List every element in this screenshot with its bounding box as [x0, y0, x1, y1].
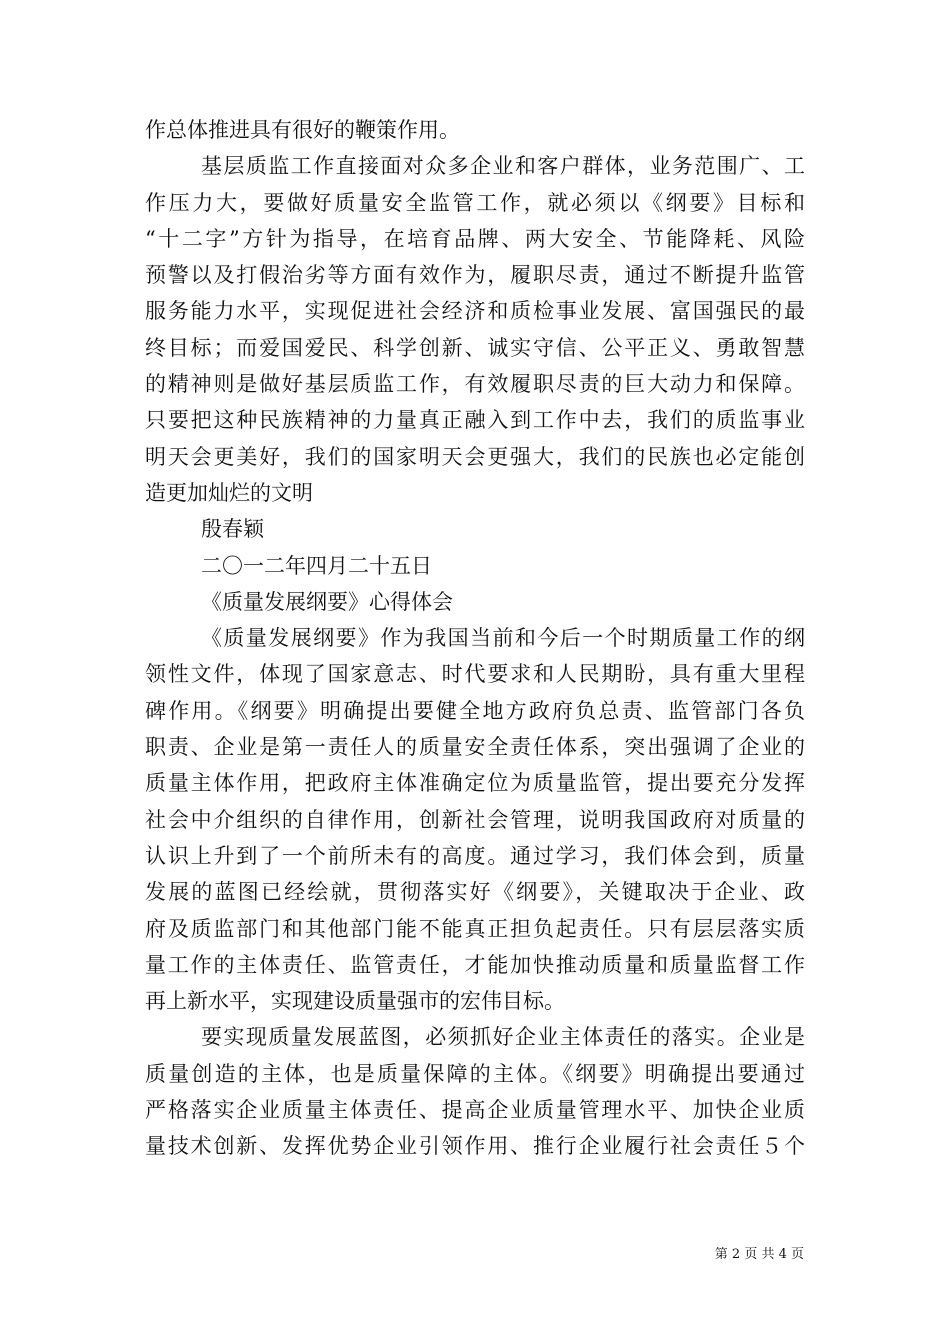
text-line: 认识上升到了一个前所未有的高度。通过学习，我们体会到，质量: [145, 843, 805, 868]
text-line: 社会中介组织的自律作用，创新社会管理，说明我国政府对质量的: [145, 807, 805, 832]
text-line: “十二字”方针为指导，在培育品牌、两大安全、节能降耗、风险: [145, 226, 805, 251]
text-line: 预警以及打假治劣等方面有效作为，履职尽责，通过不断提升监管: [145, 263, 805, 288]
text-line: 作总体推进具有很好的鞭策作用。: [145, 118, 460, 142]
text-line: 的精神则是做好基层质监工作，有效履职尽责的巨大动力和保障。: [145, 372, 805, 397]
text-line: 服务能力水平，实现促进社会经济和质检事业发展、富国强民的最: [145, 299, 805, 324]
text-line: 府及质监部门和其他部门能不能真正担负起责任。只有层层落实质: [145, 916, 805, 941]
page-number: 第 2 页 共 4 页: [714, 1247, 804, 1262]
text-line: 只要把这种民族精神的力量真正融入到工作中去，我们的质监事业: [145, 408, 805, 433]
text-line: 造更加灿烂的文明: [145, 480, 313, 505]
text-line: 基层质监工作直接面对众多企业和客户群体，业务范围广、工: [201, 154, 805, 179]
text-line: 再上新水平，实现建设质量强市的宏伟目标。: [145, 989, 565, 1014]
text-line: 质量创造的主体，也是质量保障的主体。《纲要》明确提出要通过: [145, 1061, 805, 1086]
text-line: 《质量发展纲要》作为我国当前和今后一个时期质量工作的纲: [201, 626, 805, 651]
text-line: 质量主体作用，把政府主体准确定位为质量监管，提出要充分发挥: [145, 771, 805, 796]
text-line: 二〇一二年四月二十五日: [201, 553, 432, 578]
text-line: 职责、企业是第一责任人的质量安全责任体系，突出强调了企业的: [145, 735, 805, 760]
text-line: 量工作的主体责任、监管责任，才能加快推动质量和质量监督工作: [145, 952, 805, 977]
document-body: [145, 112, 805, 1165]
text-line: 领性文件，体现了国家意志、时代要求和人民期盼，具有重大里程: [145, 662, 805, 687]
text-line: 明天会更美好，我们的国家明天会更强大，我们的民族也必定能创: [145, 444, 805, 469]
text-line: 要实现质量发展蓝图，必须抓好企业主体责任的落实。企业是: [201, 1025, 805, 1050]
text-line: 碑作用。《纲要》明确提出要健全地方政府负总责、监管部门各负: [145, 698, 805, 723]
text-line: 作压力大，要做好质量安全监管工作，就必须以《纲要》目标和: [145, 190, 805, 215]
text-line: 殷春颖: [201, 517, 264, 542]
text-line: 量技术创新、发挥优势企业引领作用、推行企业履行社会责任５个: [145, 1134, 805, 1159]
text-line: 严格落实企业质量主体责任、提高企业质量管理水平、加快企业质: [145, 1098, 805, 1123]
text-line: 《质量发展纲要》心得体会: [201, 589, 453, 614]
text-line: 发展的蓝图已经绘就，贯彻落实好《纲要》，关键取决于企业、政: [145, 880, 805, 905]
text-line: 终目标；而爱国爱民、科学创新、诚实守信、公平正义、勇敢智慧: [145, 335, 805, 360]
